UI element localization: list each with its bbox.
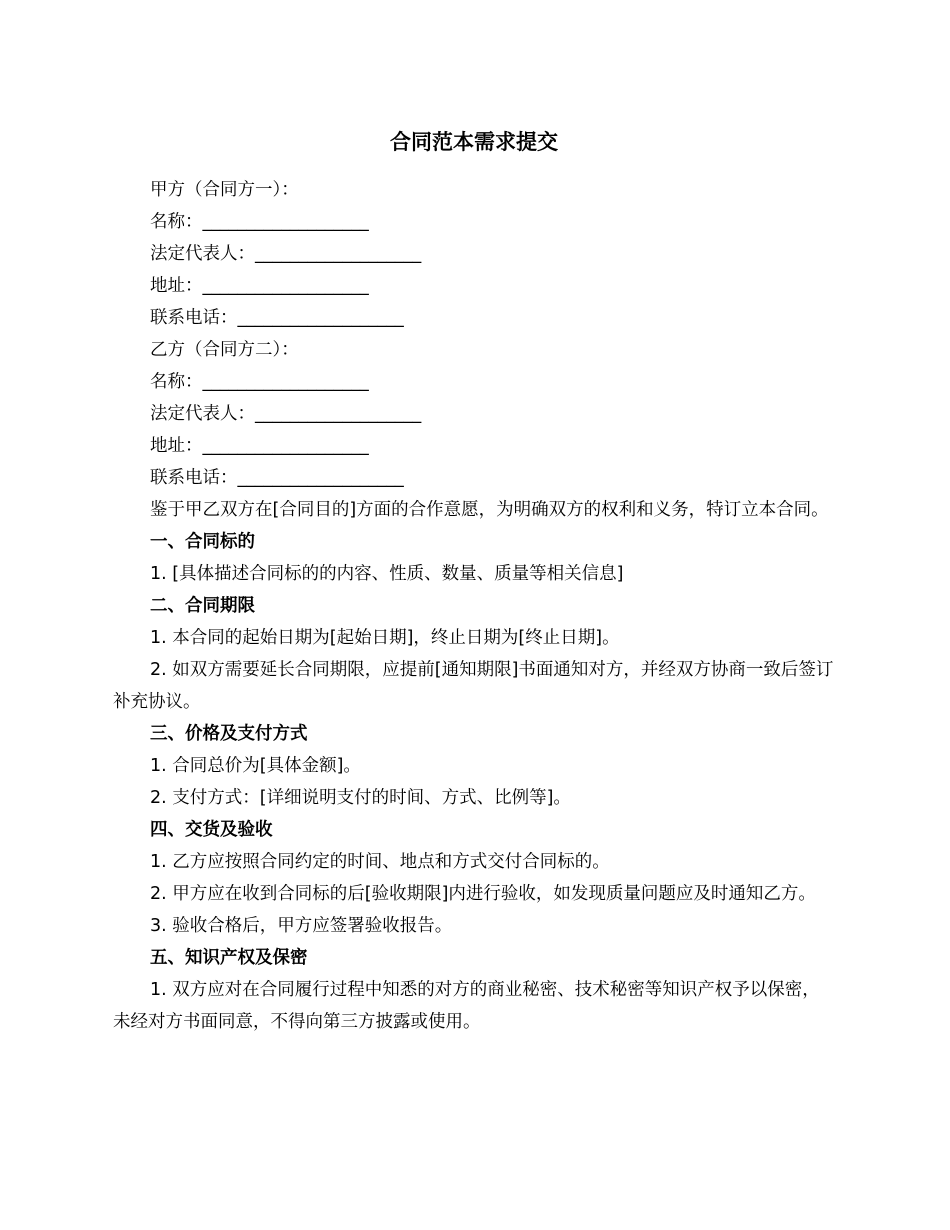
party-b-representative-field: 法定代表人：___________________	[150, 404, 422, 424]
clause-term-1: 1. 本合同的起始日期为[起始日期]，终止日期为[终止日期]。	[150, 628, 620, 648]
party-a-address-field: 地址：___________________	[150, 276, 369, 296]
section-heading-ip: 五、知识产权及保密	[150, 948, 308, 968]
section-heading-subject: 一、合同标的	[150, 532, 255, 552]
clause-subject-1: 1. [具体描述合同标的的内容、性质、数量、质量等相关信息]	[150, 564, 624, 584]
party-b-name-field: 名称：___________________	[150, 372, 369, 392]
preamble-paragraph: 鉴于甲乙双方在[合同目的]方面的合作意愿，为明确双方的权利和义务，特订立本合同。	[150, 500, 829, 520]
clause-delivery-2: 2. 甲方应在收到合同标的后[验收期限]内进行验收，如发现质量问题应及时通知乙方。	[150, 884, 816, 904]
section-heading-payment: 三、价格及支付方式	[150, 724, 308, 744]
party-a-heading: 甲方（合同方一）：	[150, 180, 299, 200]
party-a-name-field: 名称：___________________	[150, 212, 369, 232]
clause-delivery-1: 1. 乙方应按照合同约定的时间、地点和方式交付合同标的。	[150, 852, 610, 872]
section-heading-delivery: 四、交货及验收	[150, 820, 273, 840]
clause-payment-2: 2. 支付方式：[详细说明支付的时间、方式、比例等]。	[150, 788, 571, 808]
document-title: 合同范本需求提交	[390, 130, 558, 154]
party-b-heading: 乙方（合同方二）：	[150, 340, 299, 360]
party-a-representative-field: 法定代表人：___________________	[150, 244, 422, 264]
clause-term-2: 2. 如双方需要延长合同期限，应提前[通知期限]书面通知对方，并经双方协商一致后签订补充协议。	[113, 660, 834, 712]
party-b-phone-field: 联系电话：___________________	[150, 468, 404, 488]
clause-ip-1: 1. 双方应对在合同履行过程中知悉的对方的商业秘密、技术秘密等知识产权予以保密，未经对方书面同意，不得向第三方披露或使用。	[113, 980, 820, 1032]
section-heading-term: 二、合同期限	[150, 596, 255, 616]
clause-delivery-3: 3. 验收合格后，甲方应签署验收报告。	[150, 916, 453, 936]
party-a-phone-field: 联系电话：___________________	[150, 308, 404, 328]
party-b-address-field: 地址：___________________	[150, 436, 369, 456]
clause-payment-1: 1. 合同总价为[具体金额]。	[150, 756, 361, 776]
